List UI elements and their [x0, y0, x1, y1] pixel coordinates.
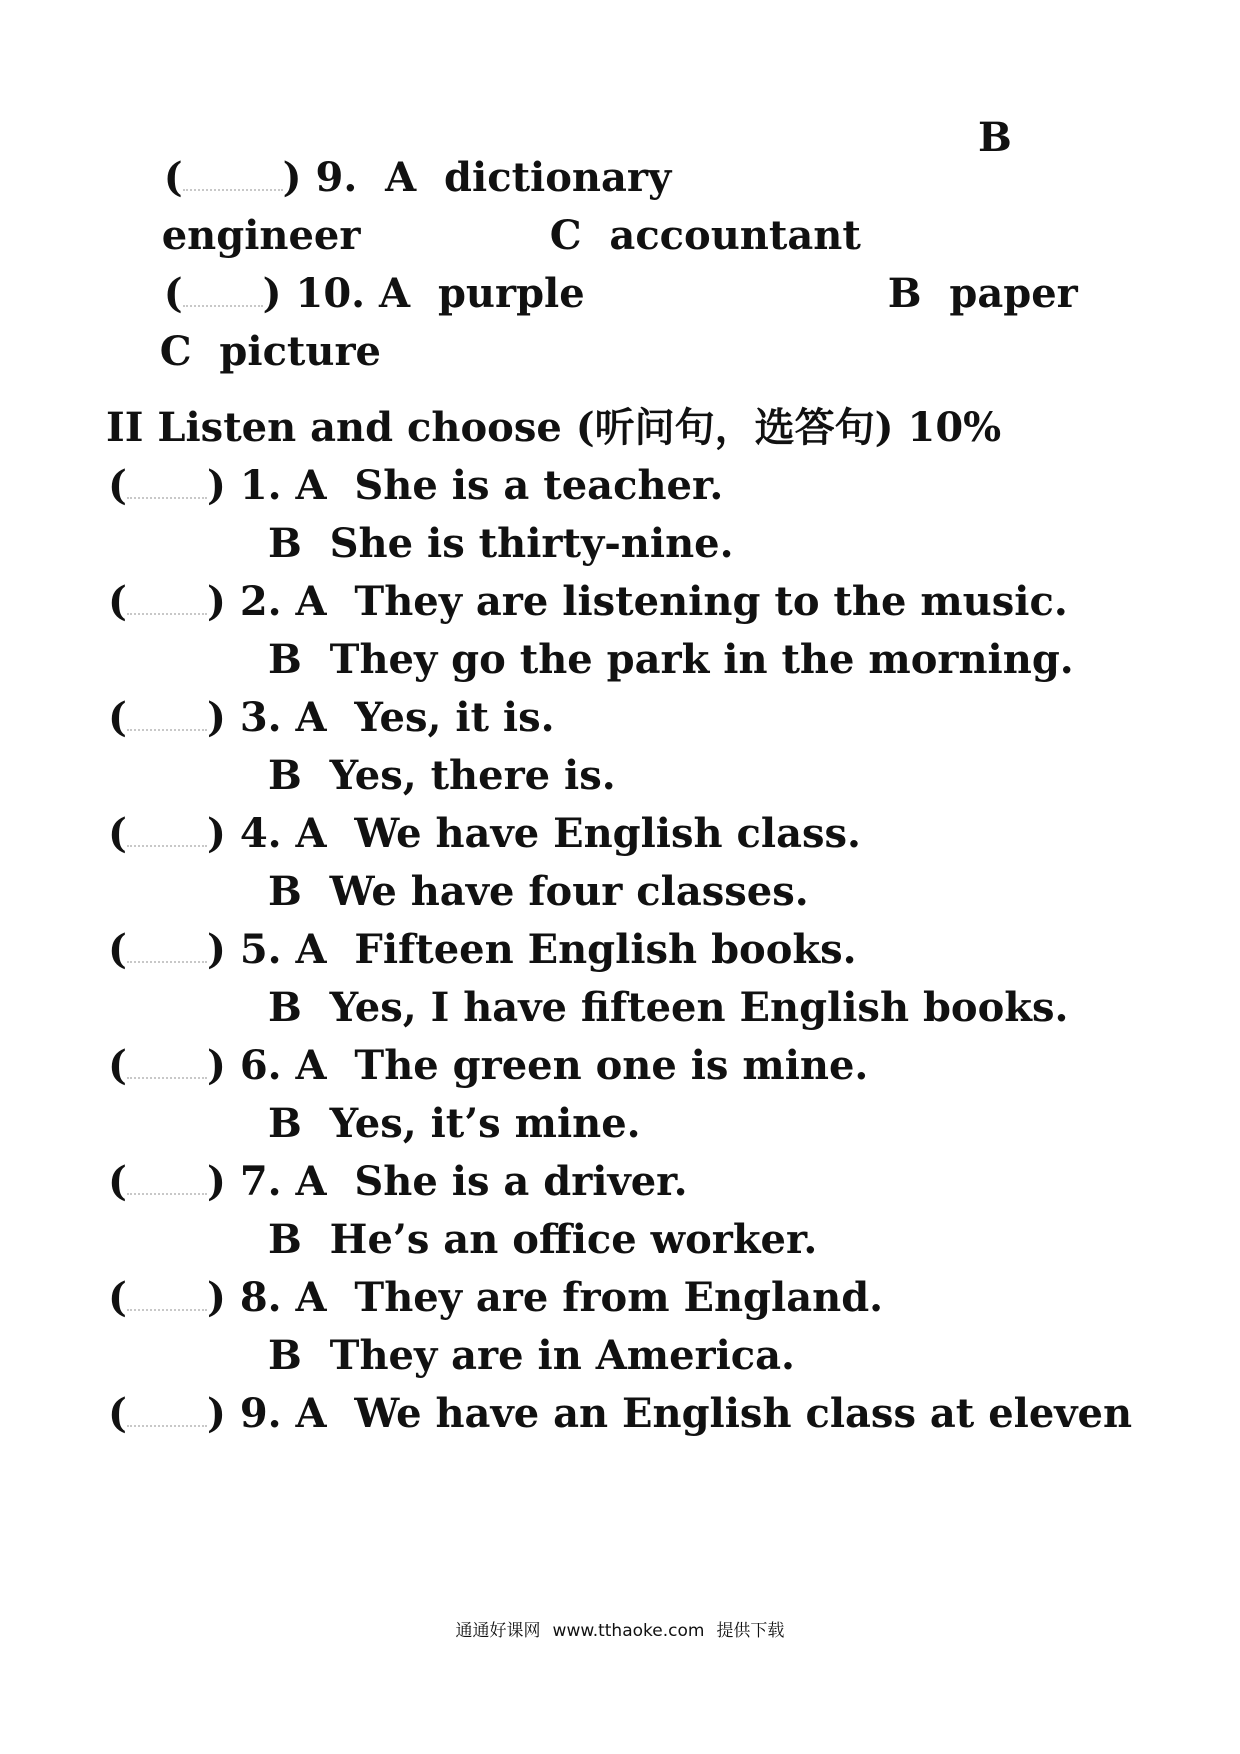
question-number: 5.: [239, 926, 282, 973]
option-c-letter: C: [159, 328, 192, 375]
paren-open: (: [108, 1390, 127, 1437]
paren-close: ): [206, 462, 226, 509]
option-b-letter: B: [268, 752, 302, 799]
option-b-text: paper: [949, 270, 1078, 317]
option-b-text: They go the park in the morning.: [329, 636, 1074, 683]
paren-open: (: [108, 1158, 127, 1205]
option-a-letter: A: [295, 694, 327, 741]
paren-open: (: [108, 462, 127, 509]
paren-open: (: [163, 154, 183, 201]
question-number: 3.: [239, 694, 282, 741]
question-number: 7.: [239, 1158, 282, 1205]
option-b-text: We have four classes.: [329, 868, 809, 915]
option-a-text: We have an English class at eleven: [354, 1390, 1133, 1437]
q10-option-c: [104, 292, 381, 412]
q9-option-b-letter: B: [978, 114, 1012, 161]
question-5-option-a-line: [108, 926, 857, 973]
option-b-text: Yes, there is.: [329, 752, 616, 799]
option-c-text: picture: [219, 328, 382, 375]
paren-close: ): [206, 810, 226, 857]
option-a-letter: A: [295, 462, 327, 509]
question-number: 9.: [239, 1390, 282, 1437]
paren-close: ): [206, 578, 226, 625]
question-3-option-a-line: [108, 694, 555, 741]
option-c-letter: C: [549, 212, 582, 259]
option-b-text: Yes, I have fifteen English books.: [329, 984, 1069, 1031]
question-number: 9.: [315, 154, 358, 201]
section-title: II Listen and choose (听问句，选答句) 10%: [106, 404, 1002, 451]
question-2-option-b-line: [268, 636, 1074, 683]
option-b-letter: B: [887, 270, 922, 317]
option-b-letter: B: [268, 1100, 302, 1147]
option-b-text: They are in America.: [329, 1332, 795, 1379]
question-3-option-b-line: [268, 752, 616, 799]
question-9-option-a-line: [108, 1390, 1133, 1437]
paren-close: ): [206, 1042, 226, 1089]
page-footer: [0, 1616, 1240, 1641]
question-1-option-b-line: [268, 520, 734, 567]
paren-open: (: [108, 578, 127, 625]
paren-open: (: [108, 810, 127, 857]
option-a-letter: A: [295, 1274, 327, 1321]
question-number: 1.: [239, 462, 282, 509]
question-number: 4.: [239, 810, 282, 857]
option-b-letter: B: [268, 636, 302, 683]
paren-close: ): [282, 154, 302, 201]
question-5-option-b-line: [268, 984, 1069, 1031]
question-number: 8.: [239, 1274, 282, 1321]
option-b-letter: B: [268, 520, 302, 567]
option-a-text: She is a driver.: [354, 1158, 688, 1205]
question-number: 2.: [239, 578, 282, 625]
paren-close: ): [206, 1274, 226, 1321]
option-a-text: purple: [437, 270, 585, 317]
paren-close: ): [206, 926, 226, 973]
option-a-text: The green one is mine.: [354, 1042, 869, 1089]
option-a-text: Yes, it is.: [354, 694, 555, 741]
paren-close: ): [206, 1390, 226, 1437]
option-a-text: They are listening to the music.: [354, 578, 1068, 625]
question-8-option-b-line: [268, 1332, 795, 1379]
paren-open: (: [108, 1274, 127, 1321]
option-a-letter: A: [295, 810, 327, 857]
paren-open: (: [108, 694, 127, 741]
paren-close: ): [206, 694, 226, 741]
paren-open: (: [163, 270, 183, 317]
option-a-letter: A: [379, 270, 411, 317]
option-b-letter: B: [268, 984, 302, 1031]
option-a-letter: A: [295, 926, 327, 973]
option-b-text: engineer: [161, 212, 361, 259]
question-number: 6.: [239, 1042, 282, 1089]
question-2-option-a-line: [108, 578, 1068, 625]
question-6-option-a-line: [108, 1042, 869, 1089]
question-6-option-b-line: [268, 1100, 641, 1147]
paren-open: (: [108, 926, 127, 973]
footer-site-name: 通通好课网: [455, 1621, 541, 1641]
option-a-text: They are from England.: [354, 1274, 884, 1321]
question-number: 10.: [295, 270, 366, 317]
question-4-option-b-line: [268, 868, 809, 915]
question-8-option-a-line: [108, 1274, 884, 1321]
option-a-letter: A: [295, 1042, 327, 1089]
footer-suffix: 提供下载: [716, 1621, 785, 1641]
option-a-text: We have English class.: [354, 810, 861, 857]
option-b-letter: B: [268, 868, 302, 915]
option-a-text: She is a teacher.: [354, 462, 724, 509]
option-b-text: She is thirty-nine.: [329, 520, 734, 567]
option-a-letter: A: [295, 1158, 327, 1205]
option-c-text: accountant: [609, 212, 861, 259]
paren-open: (: [108, 1042, 127, 1089]
option-a-letter: A: [385, 154, 417, 201]
option-a-text: dictionary: [444, 154, 672, 201]
question-7-option-a-line: [108, 1158, 688, 1205]
option-a-letter: A: [295, 578, 327, 625]
option-a-text: Fifteen English books.: [354, 926, 857, 973]
option-b-text: He’s an office worker.: [329, 1216, 818, 1263]
option-a-letter: A: [295, 1390, 327, 1437]
option-b-letter: B: [268, 1332, 302, 1379]
question-4-option-a-line: [108, 810, 861, 857]
question-7-option-b-line: [268, 1216, 818, 1263]
paren-close: ): [206, 1158, 226, 1205]
paren-close: ): [262, 270, 282, 317]
question-1-option-a-line: [108, 462, 724, 509]
option-b-text: Yes, it’s mine.: [329, 1100, 641, 1147]
option-b-letter: B: [268, 1216, 302, 1263]
q10-option-b: [832, 234, 1078, 354]
footer-url: www.tthaoke.com: [552, 1621, 705, 1641]
